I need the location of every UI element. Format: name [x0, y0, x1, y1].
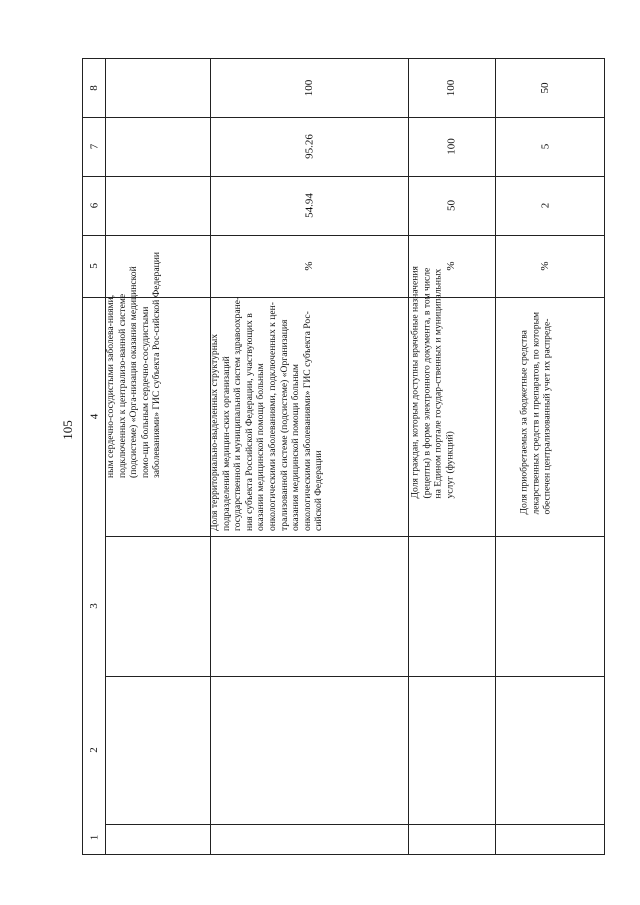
table-rule [105, 676, 604, 677]
indicator-text: Доля территориально-выделенных структурных подразделений медицин-ских организаций государственной и муниципальной систем здравоохране-ния субъекта Российской Федерации, участвующих в оказании медицинской помощи больным онкологическими заболеваниями, подключенных к цен-трализованной системе (подсистеме) «Организация оказания медицинской помощи больным онкологическими заболеваниями» ГИС субъекта Рос-сийской Федерации [209, 296, 325, 531]
table-rule [495, 59, 496, 854]
value-cell: 100 [303, 79, 315, 97]
value-cell: 54.94 [303, 193, 315, 218]
header-col-4: 4 [88, 413, 100, 420]
indicator-text: Доля приобретаемых за бюджетные средства лекарственных средств и препаратов, по которым обеспечен централизованный учет их распреде- [518, 311, 553, 515]
header-col-6: 6 [88, 202, 100, 209]
page-number: 105 [60, 420, 75, 440]
header-col-2: 2 [88, 747, 100, 753]
table-rule [105, 536, 604, 537]
indicator-text: ным сердечно-сосудистыми заболева-ниями, подключенных к централизо-ванной системе (подсистеме) «Орга-низация оказания медицинской помо-щи больным сердечно-сосудистыми заболеваниями» ГИС субъекта Рос-сийской Федерации [105, 251, 163, 478]
value-cell: 95.26 [303, 134, 315, 159]
header-col-8: 8 [88, 85, 100, 91]
value-cell: 50 [445, 200, 457, 211]
value-cell: 100 [445, 79, 457, 97]
header-col-7: 7 [88, 143, 100, 150]
unit-cell: % [539, 261, 551, 271]
unit-cell: % [303, 261, 315, 271]
header-col-3: 3 [88, 603, 100, 609]
value-cell: 100 [445, 138, 457, 155]
indicator-text: Доля граждан, которым доступны врачебные назначения (рецепты) в форме электронного документа, в том числе на Едином портале государ-ственных и муниципальных услуг (функций) [409, 266, 456, 499]
header-col-5: 5 [88, 263, 100, 269]
value-cell: 5 [539, 143, 551, 150]
unit-cell: % [445, 261, 457, 271]
value-cell: 50 [539, 82, 551, 94]
header-col-1: 1 [88, 834, 100, 841]
indicator-table [82, 58, 605, 855]
table-rule [105, 824, 604, 825]
value-cell: 2 [539, 202, 551, 209]
